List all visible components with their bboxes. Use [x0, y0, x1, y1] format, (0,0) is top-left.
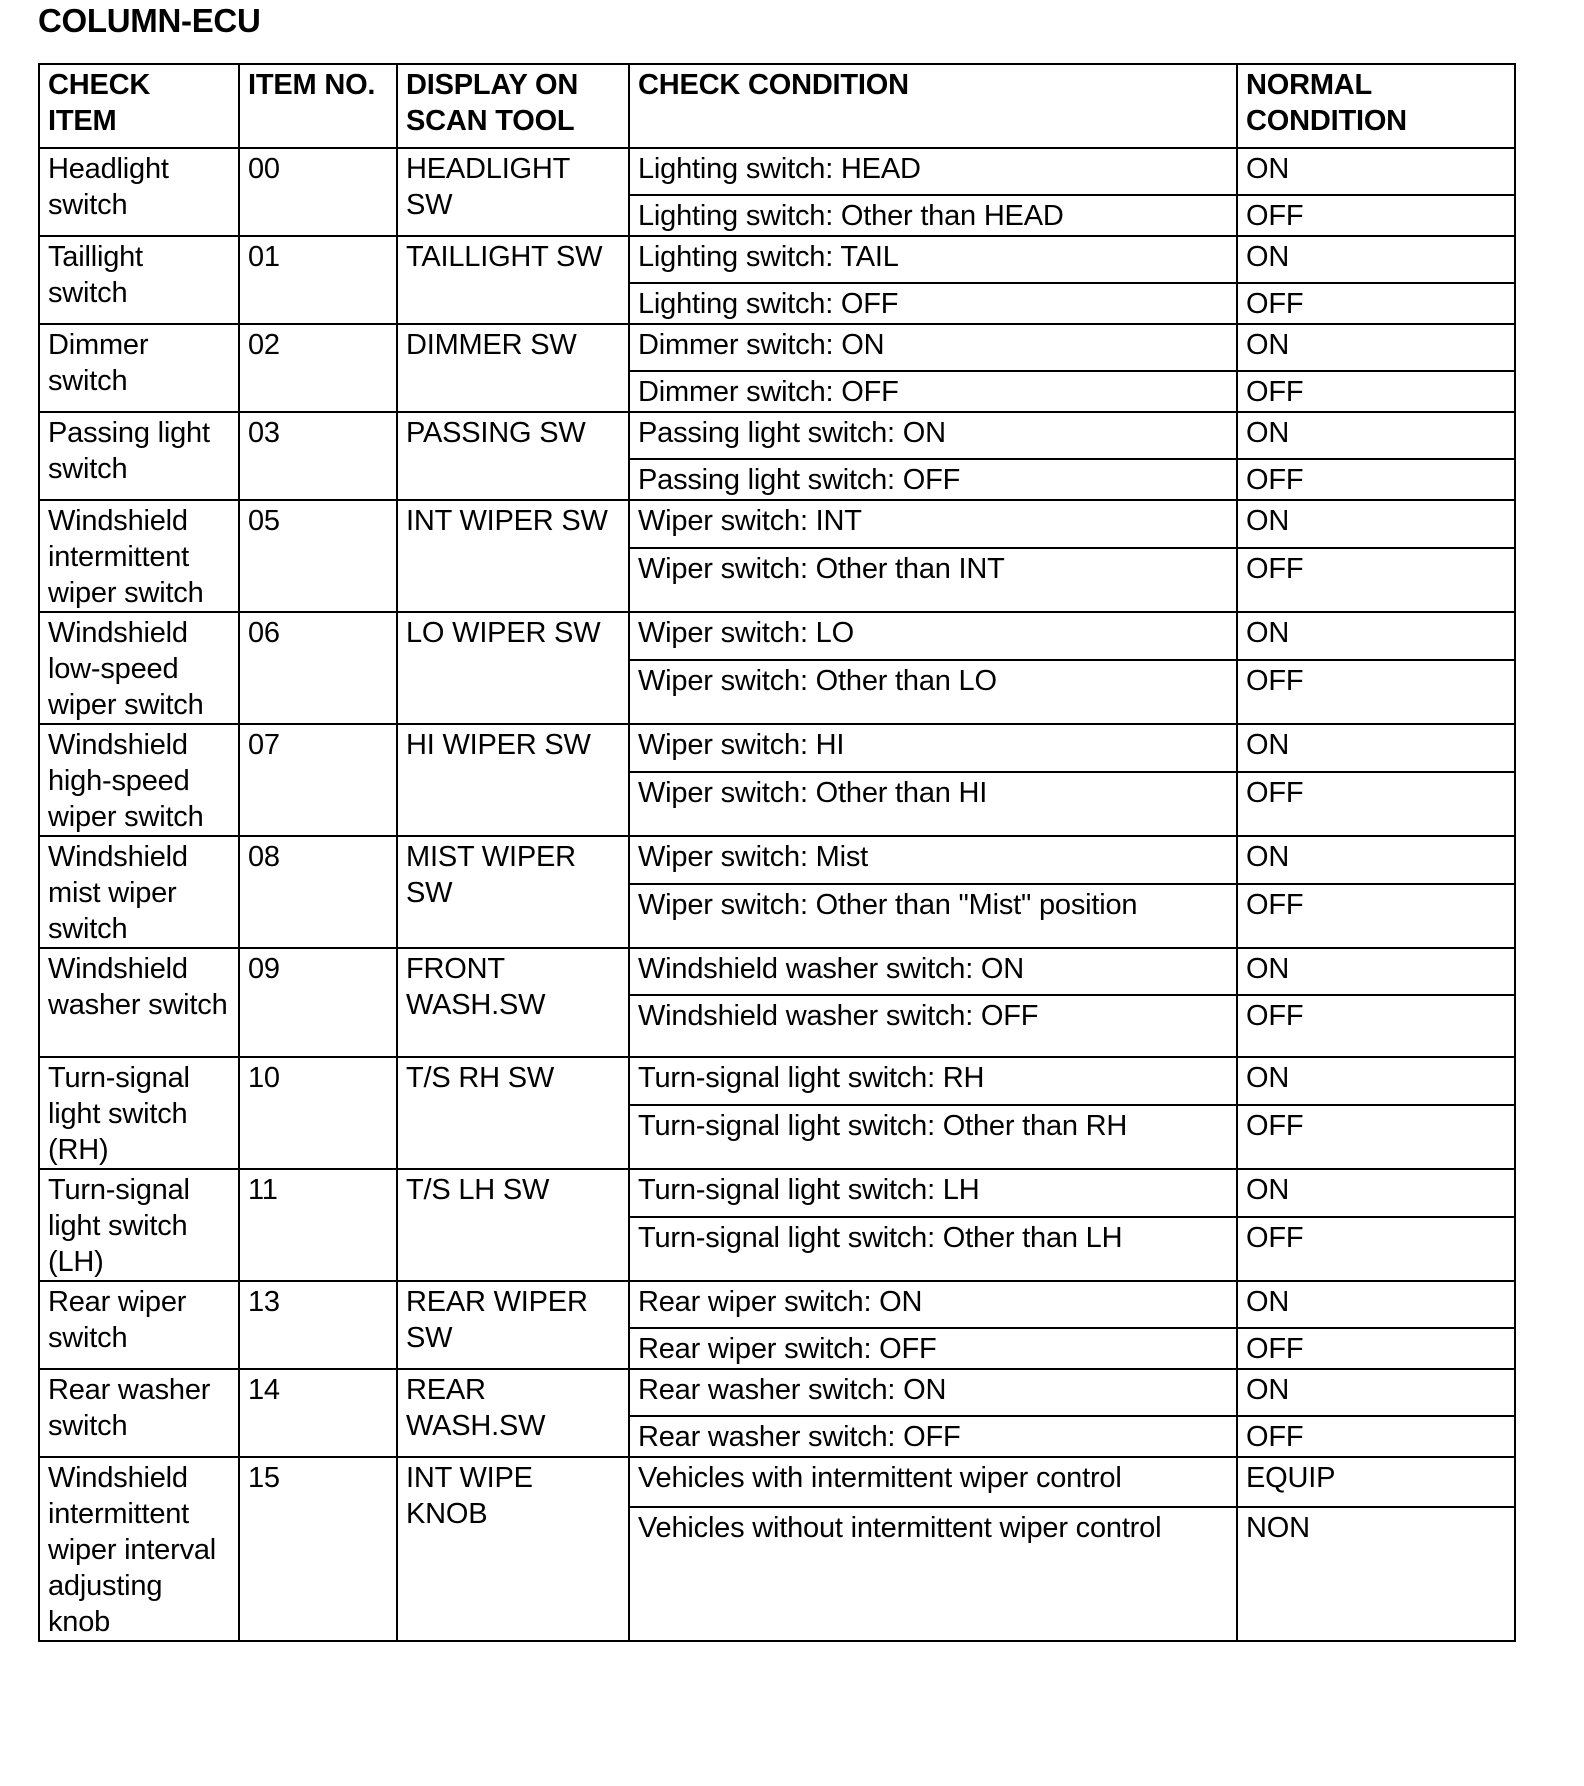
table-row [39, 236, 1515, 283]
check-item-cell: Rear washer switch [39, 1369, 239, 1457]
normal-condition-cell: ON [1237, 412, 1515, 459]
header-normal-condition: NORMAL CONDITION [1237, 64, 1515, 148]
check-condition-cell: Wiper switch: Other than "Mist" position [629, 884, 1237, 948]
normal-condition-cell: OFF [1237, 548, 1515, 612]
check-condition-cell: Vehicles with intermittent wiper control [629, 1457, 1237, 1507]
check-condition-cell: Rear wiper switch: OFF [629, 1328, 1237, 1369]
check-item-cell: Windshield intermittent wiper switch [39, 500, 239, 612]
check-condition-cell: Rear washer switch: ON [629, 1369, 1237, 1416]
normal-condition-cell: ON [1237, 612, 1515, 660]
normal-condition-cell: EQUIP [1237, 1457, 1515, 1507]
table-row [39, 724, 1515, 772]
display-cell: T/S RH SW [397, 1057, 629, 1169]
table-body [39, 148, 1515, 1641]
header-check-condition: CHECK CONDITION [629, 64, 1237, 148]
check-condition-cell: Turn-signal light switch: Other than LH [629, 1217, 1237, 1281]
check-item-cell: Windshield low-speed wiper switch [39, 612, 239, 724]
check-item-cell: Turn-signal light switch (RH) [39, 1057, 239, 1169]
normal-condition-cell: OFF [1237, 772, 1515, 836]
normal-condition-cell: ON [1237, 148, 1515, 195]
item-no-cell: 01 [239, 236, 397, 324]
item-no-cell: 09 [239, 948, 397, 1057]
table-row [39, 612, 1515, 660]
display-cell: TAILLIGHT SW [397, 236, 629, 324]
table-row [39, 836, 1515, 884]
check-condition-cell: Dimmer switch: OFF [629, 371, 1237, 412]
check-condition-cell: Wiper switch: Other than HI [629, 772, 1237, 836]
display-cell: PASSING SW [397, 412, 629, 500]
check-item-cell: Taillight switch [39, 236, 239, 324]
table-row [39, 148, 1515, 195]
page-title: COLUMN-ECU [38, 2, 261, 39]
display-cell: FRONT WASH.SW [397, 948, 629, 1057]
check-item-cell: Dimmer switch [39, 324, 239, 412]
check-item-cell: Windshield intermittent wiper interval adjusting knob [39, 1457, 239, 1641]
normal-condition-cell: OFF [1237, 884, 1515, 948]
table-row [39, 1369, 1515, 1416]
check-condition-cell: Wiper switch: HI [629, 724, 1237, 772]
check-condition-cell: Vehicles without intermittent wiper control [629, 1507, 1237, 1641]
normal-condition-cell: OFF [1237, 195, 1515, 236]
normal-condition-cell: OFF [1237, 1328, 1515, 1369]
normal-condition-cell: ON [1237, 500, 1515, 548]
check-condition-cell: Wiper switch: Other than LO [629, 660, 1237, 724]
table-row [39, 948, 1515, 995]
item-no-cell: 13 [239, 1281, 397, 1369]
display-cell: HI WIPER SW [397, 724, 629, 836]
check-condition-cell: Lighting switch: TAIL [629, 236, 1237, 283]
normal-condition-cell: ON [1237, 1057, 1515, 1105]
display-cell: T/S LH SW [397, 1169, 629, 1281]
item-no-cell: 07 [239, 724, 397, 836]
item-no-cell: 06 [239, 612, 397, 724]
table-row [39, 1457, 1515, 1507]
check-condition-cell: Turn-signal light switch: Other than RH [629, 1105, 1237, 1169]
check-item-cell: Rear wiper switch [39, 1281, 239, 1369]
header-display: DISPLAY ON SCAN TOOL [397, 64, 629, 148]
normal-condition-cell: OFF [1237, 995, 1515, 1057]
display-cell: HEADLIGHT SW [397, 148, 629, 236]
normal-condition-cell: ON [1237, 1281, 1515, 1328]
check-condition-cell: Wiper switch: Other than INT [629, 548, 1237, 612]
header-row [39, 64, 1515, 148]
check-condition-cell: Turn-signal light switch: RH [629, 1057, 1237, 1105]
display-cell: REAR WASH.SW [397, 1369, 629, 1457]
column-ecu-table [38, 63, 1516, 1642]
check-item-cell: Windshield mist wiper switch [39, 836, 239, 948]
header-check-item: CHECK ITEM [39, 64, 239, 148]
normal-condition-cell: NON [1237, 1507, 1515, 1641]
display-cell: DIMMER SW [397, 324, 629, 412]
check-condition-cell: Wiper switch: LO [629, 612, 1237, 660]
display-cell: REAR WIPER SW [397, 1281, 629, 1369]
table-row [39, 1169, 1515, 1217]
item-no-cell: 03 [239, 412, 397, 500]
normal-condition-cell: ON [1237, 324, 1515, 371]
normal-condition-cell: OFF [1237, 1105, 1515, 1169]
normal-condition-cell: OFF [1237, 283, 1515, 324]
item-no-cell: 05 [239, 500, 397, 612]
normal-condition-cell: ON [1237, 724, 1515, 772]
display-cell: INT WIPE KNOB [397, 1457, 629, 1641]
check-condition-cell: Passing light switch: ON [629, 412, 1237, 459]
normal-condition-cell: ON [1237, 948, 1515, 995]
table-row [39, 1281, 1515, 1328]
check-condition-cell: Lighting switch: HEAD [629, 148, 1237, 195]
header-item-no: ITEM NO. [239, 64, 397, 148]
item-no-cell: 08 [239, 836, 397, 948]
item-no-cell: 15 [239, 1457, 397, 1641]
check-item-cell: Turn-signal light switch (LH) [39, 1169, 239, 1281]
check-item-cell: Passing light switch [39, 412, 239, 500]
check-condition-cell: Turn-signal light switch: LH [629, 1169, 1237, 1217]
item-no-cell: 00 [239, 148, 397, 236]
check-condition-cell: Rear washer switch: OFF [629, 1416, 1237, 1457]
item-no-cell: 14 [239, 1369, 397, 1457]
table-row [39, 500, 1515, 548]
table-row [39, 412, 1515, 459]
check-condition-cell: Lighting switch: OFF [629, 283, 1237, 324]
display-cell: MIST WIPER SW [397, 836, 629, 948]
display-cell: LO WIPER SW [397, 612, 629, 724]
table-row [39, 324, 1515, 371]
check-condition-cell: Windshield washer switch: OFF [629, 995, 1237, 1057]
normal-condition-cell: ON [1237, 836, 1515, 884]
normal-condition-cell: OFF [1237, 371, 1515, 412]
table-row [39, 1057, 1515, 1105]
check-condition-cell: Rear wiper switch: ON [629, 1281, 1237, 1328]
normal-condition-cell: OFF [1237, 660, 1515, 724]
normal-condition-cell: OFF [1237, 1217, 1515, 1281]
item-no-cell: 10 [239, 1057, 397, 1169]
normal-condition-cell: ON [1237, 1169, 1515, 1217]
check-condition-cell: Wiper switch: INT [629, 500, 1237, 548]
check-item-cell: Headlight switch [39, 148, 239, 236]
check-condition-cell: Dimmer switch: ON [629, 324, 1237, 371]
normal-condition-cell: ON [1237, 1369, 1515, 1416]
normal-condition-cell: OFF [1237, 459, 1515, 500]
check-condition-cell: Lighting switch: Other than HEAD [629, 195, 1237, 236]
check-condition-cell: Wiper switch: Mist [629, 836, 1237, 884]
item-no-cell: 11 [239, 1169, 397, 1281]
normal-condition-cell: OFF [1237, 1416, 1515, 1457]
check-item-cell: Windshield high-speed wiper switch [39, 724, 239, 836]
normal-condition-cell: ON [1237, 236, 1515, 283]
check-condition-cell: Windshield washer switch: ON [629, 948, 1237, 995]
item-no-cell: 02 [239, 324, 397, 412]
check-item-cell: Windshield washer switch [39, 948, 239, 1057]
display-cell: INT WIPER SW [397, 500, 629, 612]
check-condition-cell: Passing light switch: OFF [629, 459, 1237, 500]
